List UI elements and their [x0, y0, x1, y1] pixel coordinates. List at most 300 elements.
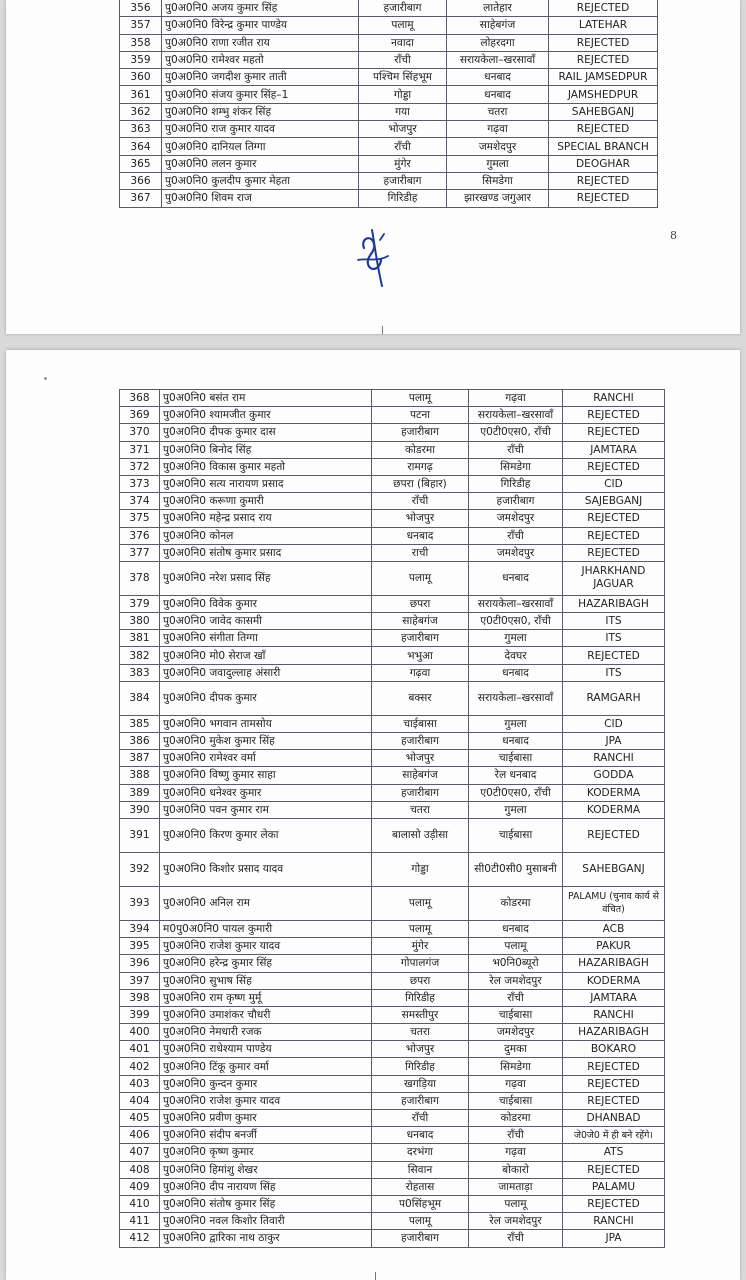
officer-name: पु0अ0नि0 किशोर प्रसाद यादव	[160, 852, 372, 886]
recommended-posting: REJECTED	[563, 1075, 665, 1092]
origin-district: मुंगेर	[372, 938, 469, 955]
current-posting: जामताड़ा	[469, 1178, 563, 1195]
officer-name: पु0अ0नि0 सुभाष सिंह	[160, 972, 372, 989]
table-row	[120, 475, 665, 492]
recommended-posting: LATEHAR	[549, 17, 658, 34]
serial-number: 363	[120, 121, 162, 138]
current-posting: दुमका	[469, 1041, 563, 1058]
recommended-posting: DEOGHAR	[549, 155, 658, 172]
recommended-posting: REJECTED	[563, 1161, 665, 1178]
officer-name: पु0अ0नि0 शिवम राज	[162, 190, 359, 207]
serial-number: 364	[120, 138, 162, 155]
current-posting: सिमडेगा	[447, 172, 549, 189]
transfer-table-page-2	[119, 389, 665, 1248]
recommended-posting: REJECTED	[563, 1195, 665, 1212]
current-posting: चतरा	[447, 103, 549, 120]
officer-name: पु0अ0नि0 संजय कुमार सिंह–1	[162, 86, 359, 103]
origin-district: राँची	[359, 138, 447, 155]
current-posting: गुमला	[469, 801, 563, 818]
recommended-posting: SAHEBGANJ	[549, 103, 658, 120]
officer-name: पु0अ0नि0 महेन्द्र प्रसाद राय	[160, 510, 372, 527]
recommended-posting: REJECTED	[563, 544, 665, 561]
current-posting: चाईबासा	[469, 1006, 563, 1023]
recommended-posting: RANCHI	[563, 1006, 665, 1023]
current-posting: जमशेदपुर	[447, 138, 549, 155]
table-row	[120, 715, 665, 732]
table-row	[120, 647, 665, 664]
origin-district: पलामू	[372, 886, 469, 920]
current-posting: झारखण्ड जगुआर	[447, 190, 549, 207]
recommended-posting: REJECTED	[563, 424, 665, 441]
current-posting: रेल जमशेदपुर	[469, 972, 563, 989]
recommended-posting: CID	[563, 475, 665, 492]
table-row	[120, 561, 665, 595]
table-row	[120, 390, 665, 407]
current-posting: धनबाद	[447, 69, 549, 86]
origin-district: धनबाद	[372, 527, 469, 544]
serial-number: 389	[120, 784, 160, 801]
officer-name: पु0अ0नि0 राजेश कुमार यादव	[160, 938, 372, 955]
current-posting: सरायकेला–खरसावाँ	[469, 595, 563, 612]
origin-district: गिरिडीह	[359, 190, 447, 207]
officer-name: पु0अ0नि0 हरेन्द्र कुमार सिंह	[160, 955, 372, 972]
recommended-posting: ITS	[563, 613, 665, 630]
officer-name: पु0अ0नि0 मुकेश कुमार सिंह	[160, 733, 372, 750]
current-posting: जमशेदपुर	[469, 510, 563, 527]
officer-name: पु0अ0नि0 राधेश्याम पाण्डेय	[160, 1041, 372, 1058]
serial-number: 393	[120, 886, 160, 920]
officer-name: पु0अ0नि0 श्यामजीत कुमार	[160, 407, 372, 424]
recommended-posting: SAHEBGANJ	[563, 852, 665, 886]
recommended-posting: SPECIAL BRANCH	[549, 138, 658, 155]
table-row	[120, 733, 665, 750]
recommended-posting: REJECTED	[549, 34, 658, 51]
officer-name: पु0अ0नि0 जावेद कासमी	[160, 613, 372, 630]
officer-name: म0पु0अ0नि0 पायल कुमारी	[160, 920, 372, 937]
recommended-posting: HAZARIBAGH	[563, 595, 665, 612]
current-posting: सरायकेला–खरसावाँ	[447, 51, 549, 68]
table-row	[120, 750, 665, 767]
officer-name: पु0अ0नि0 अनिल राम	[160, 886, 372, 920]
origin-district: चतरा	[372, 1024, 469, 1041]
officer-name: पु0अ0नि0 संतोष कुमार प्रसाद	[160, 544, 372, 561]
serial-number: 395	[120, 938, 160, 955]
table-row	[120, 1230, 665, 1247]
serial-number: 402	[120, 1058, 160, 1075]
officer-name: पु0अ0नि0 संतोष कुमार सिंह	[160, 1195, 372, 1212]
current-posting: हजारीबाग	[469, 493, 563, 510]
serial-number: 390	[120, 801, 160, 818]
serial-number: 380	[120, 613, 160, 630]
origin-district: हजारीबाग	[372, 733, 469, 750]
document-page-1	[6, 0, 740, 334]
current-posting: जमशेदपुर	[469, 544, 563, 561]
serial-number: 398	[120, 989, 160, 1006]
table-row	[120, 1075, 665, 1092]
officer-name: पु0अ0नि0 प्रवीण कुमार	[160, 1110, 372, 1127]
table-row	[120, 138, 658, 155]
table-row	[120, 493, 665, 510]
origin-district: रामगढ़	[372, 458, 469, 475]
current-posting: भ0नि0ब्यूरो	[469, 955, 563, 972]
serial-number: 381	[120, 630, 160, 647]
serial-number: 375	[120, 510, 160, 527]
serial-number: 357	[120, 17, 162, 34]
origin-district: छपरा	[372, 972, 469, 989]
current-posting: धनबाद	[469, 664, 563, 681]
origin-district: हजारीबाग	[359, 0, 447, 17]
origin-district: पलामू	[372, 561, 469, 595]
serial-number: 376	[120, 527, 160, 544]
current-posting: गढ़वा	[469, 390, 563, 407]
table-row	[120, 801, 665, 818]
transfer-table-page-1	[119, 0, 658, 208]
table-row	[120, 1195, 665, 1212]
current-posting: गढ़वा	[469, 1144, 563, 1161]
origin-district: भभुआ	[372, 647, 469, 664]
recommended-posting: REJECTED	[549, 0, 658, 17]
origin-district: गढ़वा	[372, 664, 469, 681]
officer-name: पु0अ0नि0 दीपक कुमार	[160, 681, 372, 715]
table-row	[120, 886, 665, 920]
current-posting: कोडरमा	[469, 1110, 563, 1127]
current-posting: ए0टी0एस0, राँची	[469, 613, 563, 630]
recommended-posting: REJECTED	[549, 190, 658, 207]
current-posting: सरायकेला–खरसावाँ	[469, 681, 563, 715]
signature-icon	[350, 220, 396, 290]
origin-district: भोजपुर	[359, 121, 447, 138]
origin-district: चतरा	[372, 801, 469, 818]
page-number: 8	[670, 229, 677, 242]
origin-district: हजारीबाग	[372, 1230, 469, 1247]
table-row	[120, 1024, 665, 1041]
officer-name: पु0अ0नि0 विवेक कुमार	[160, 595, 372, 612]
origin-district: पश्चिम सिंहभूम	[359, 69, 447, 86]
officer-name: पु0अ0नि0 कुलदीप कुमार मेहता	[162, 172, 359, 189]
serial-number: 360	[120, 69, 162, 86]
origin-district: हजारीबाग	[372, 630, 469, 647]
serial-number: 386	[120, 733, 160, 750]
current-posting: पलामू	[469, 938, 563, 955]
current-posting: ए0टी0एस0, राँची	[469, 784, 563, 801]
origin-district: राची	[372, 544, 469, 561]
origin-district: हजारीबाग	[372, 1092, 469, 1109]
recommended-posting: REJECTED	[549, 51, 658, 68]
officer-name: पु0अ0नि0 रामेश्वर वर्मा	[160, 750, 372, 767]
recommended-posting: BOKARO	[563, 1041, 665, 1058]
serial-number: 378	[120, 561, 160, 595]
table-row	[120, 1144, 665, 1161]
table-row	[120, 407, 665, 424]
table-row	[120, 34, 658, 51]
current-posting: चाईबासा	[469, 1092, 563, 1109]
current-posting: सी0टी0सी0 मुसाबनी	[469, 852, 563, 886]
origin-district: भोजपुर	[372, 1041, 469, 1058]
recommended-posting: PAKUR	[563, 938, 665, 955]
officer-name: पु0अ0नि0 राम कृष्ण मुर्मू	[160, 989, 372, 1006]
officer-name: पु0अ0नि0 नेमधारी रजक	[160, 1024, 372, 1041]
recommended-posting: JPA	[563, 1230, 665, 1247]
current-posting: सिमडेगा	[469, 458, 563, 475]
current-posting: गुमला	[469, 715, 563, 732]
officer-name: पु0अ0नि0 मो0 सेराज खाँ	[160, 647, 372, 664]
recommended-posting: KODERMA	[563, 801, 665, 818]
origin-district: धनबाद	[372, 1127, 469, 1144]
scan-dot	[44, 377, 47, 380]
officer-name: पु0अ0नि0 शम्भु शंकर सिंह	[162, 103, 359, 120]
officer-name: पु0अ0नि0 किरण कुमार लेका	[160, 818, 372, 852]
officer-name: पु0अ0नि0 जगदीश कुमार ताती	[162, 69, 359, 86]
table-row	[120, 1058, 665, 1075]
current-posting: धनबाद	[469, 920, 563, 937]
serial-number: 403	[120, 1075, 160, 1092]
recommended-posting: PALAMU (चुनाव कार्य से वंचित)	[563, 886, 665, 920]
recommended-posting: JPA	[563, 733, 665, 750]
officer-name: पु0अ0नि0 विकास कुमार महतो	[160, 458, 372, 475]
recommended-posting: GODDA	[563, 767, 665, 784]
recommended-posting: RAMGARH	[563, 681, 665, 715]
current-posting: धनबाद	[447, 86, 549, 103]
officer-name: पु0अ0नि0 जवादुल्लाह अंसारी	[160, 664, 372, 681]
current-posting: जमशेदपुर	[469, 1024, 563, 1041]
serial-number: 397	[120, 972, 160, 989]
current-posting: चाईबासा	[469, 750, 563, 767]
serial-number: 404	[120, 1092, 160, 1109]
officer-name: पु0अ0नि0 बिनोद सिंह	[160, 441, 372, 458]
origin-district: भोजपुर	[372, 750, 469, 767]
serial-number: 366	[120, 172, 162, 189]
current-posting: बोकारो	[469, 1161, 563, 1178]
serial-number: 410	[120, 1195, 160, 1212]
page-fold-mark	[375, 1272, 376, 1280]
origin-district: गोपालगंज	[372, 955, 469, 972]
serial-number: 401	[120, 1041, 160, 1058]
recommended-posting: REJECTED	[563, 818, 665, 852]
current-posting: साहेबगंज	[447, 17, 549, 34]
officer-name: पु0अ0नि0 भगवान तामसोय	[160, 715, 372, 732]
origin-district: साहेबगंज	[372, 767, 469, 784]
table-row	[120, 818, 665, 852]
current-posting: गढ़वा	[469, 1075, 563, 1092]
recommended-posting: REJECTED	[563, 527, 665, 544]
origin-district: पलामू	[372, 920, 469, 937]
origin-district: खगड़िया	[372, 1075, 469, 1092]
document-page-2	[6, 350, 740, 1280]
origin-district: छपरा	[372, 595, 469, 612]
origin-district: रोहतास	[372, 1178, 469, 1195]
serial-number: 392	[120, 852, 160, 886]
officer-name: पु0अ0नि0 बसंत राम	[160, 390, 372, 407]
table-row	[120, 630, 665, 647]
officer-name: पु0अ0नि0 कोनल	[160, 527, 372, 544]
recommended-posting: RANCHI	[563, 390, 665, 407]
officer-name: पु0अ0नि0 दीपक कुमार दास	[160, 424, 372, 441]
recommended-posting: HAZARIBAGH	[563, 955, 665, 972]
serial-number: 374	[120, 493, 160, 510]
table-row	[120, 1213, 665, 1230]
origin-district: गोड्डा	[359, 86, 447, 103]
serial-number: 407	[120, 1144, 160, 1161]
current-posting: कोडरमा	[469, 886, 563, 920]
current-posting: देवघर	[469, 647, 563, 664]
origin-district: पटना	[372, 407, 469, 424]
origin-district: राँची	[359, 51, 447, 68]
recommended-posting: RANCHI	[563, 1213, 665, 1230]
serial-number: 371	[120, 441, 160, 458]
recommended-posting: REJECTED	[563, 458, 665, 475]
serial-number: 388	[120, 767, 160, 784]
officer-name: पु0अ0नि0 कुन्दन कुमार	[160, 1075, 372, 1092]
officer-name: पु0अ0नि0 पवन कुमार राम	[160, 801, 372, 818]
recommended-posting: JAMSHEDPUR	[549, 86, 658, 103]
officer-name: पु0अ0नि0 धनेश्वर कुमार	[160, 784, 372, 801]
origin-district: गिरिडीह	[372, 989, 469, 1006]
table-row	[120, 103, 658, 120]
table-row	[120, 784, 665, 801]
origin-district: बक्सर	[372, 681, 469, 715]
origin-district: प0सिंहभूम	[372, 1195, 469, 1212]
table-row	[120, 938, 665, 955]
table-row	[120, 1127, 665, 1144]
page-fold-mark	[382, 326, 383, 334]
serial-number: 365	[120, 155, 162, 172]
serial-number: 405	[120, 1110, 160, 1127]
serial-number: 379	[120, 595, 160, 612]
serial-number: 359	[120, 51, 162, 68]
origin-district: चाईबासा	[372, 715, 469, 732]
table-row	[120, 972, 665, 989]
recommended-posting: REJECTED	[563, 647, 665, 664]
origin-district: मुंगेर	[359, 155, 447, 172]
serial-number: 368	[120, 390, 160, 407]
table-row	[120, 544, 665, 561]
current-posting: सिमडेगा	[469, 1058, 563, 1075]
current-posting: राँची	[469, 441, 563, 458]
recommended-posting: PALAMU	[563, 1178, 665, 1195]
table-row	[120, 767, 665, 784]
serial-number: 396	[120, 955, 160, 972]
table-row	[120, 1161, 665, 1178]
recommended-posting: REJECTED	[563, 510, 665, 527]
serial-number: 385	[120, 715, 160, 732]
recommended-posting: REJECTED	[563, 1092, 665, 1109]
officer-name: पु0अ0नि0 राज कुमार यादव	[162, 121, 359, 138]
current-posting: गिरिडीह	[469, 475, 563, 492]
recommended-posting: KODERMA	[563, 784, 665, 801]
officer-name: पु0अ0नि0 सत्य नारायण प्रसाद	[160, 475, 372, 492]
serial-number: 411	[120, 1213, 160, 1230]
serial-number: 383	[120, 664, 160, 681]
table-row	[120, 955, 665, 972]
serial-number: 391	[120, 818, 160, 852]
current-posting: चाईबासा	[469, 818, 563, 852]
origin-district: दरभंगा	[372, 1144, 469, 1161]
table-row	[120, 121, 658, 138]
officer-name: पु0अ0नि0 राजेश कुमार यादव	[160, 1092, 372, 1109]
serial-number: 399	[120, 1006, 160, 1023]
officer-name: पु0अ0नि0 दीप नारायण सिंह	[160, 1178, 372, 1195]
serial-number: 400	[120, 1024, 160, 1041]
officer-name: पु0अ0नि0 दानियल तिग्गा	[162, 138, 359, 155]
origin-district: राँची	[372, 1110, 469, 1127]
serial-number: 372	[120, 458, 160, 475]
origin-district: गोड्डा	[372, 852, 469, 886]
table-row	[120, 613, 665, 630]
origin-district: पलामू	[372, 1213, 469, 1230]
current-posting: गढ़वा	[447, 121, 549, 138]
recommended-posting: JAMTARA	[563, 441, 665, 458]
current-posting: राँची	[469, 989, 563, 1006]
officer-name: पु0अ0नि0 रामेश्वर महतो	[162, 51, 359, 68]
officer-name: पु0अ0नि0 विष्णु कुमार साहा	[160, 767, 372, 784]
origin-district: पलामू	[359, 17, 447, 34]
origin-district: हजारीबाग	[372, 784, 469, 801]
recommended-posting: KODERMA	[563, 972, 665, 989]
serial-number: 387	[120, 750, 160, 767]
table-row	[120, 51, 658, 68]
origin-district: साहेबगंज	[372, 613, 469, 630]
table-row	[120, 190, 658, 207]
current-posting: राँची	[469, 1230, 563, 1247]
officer-name: पु0अ0नि0 संगीता तिग्गा	[160, 630, 372, 647]
current-posting: धनबाद	[469, 733, 563, 750]
table-row	[120, 1178, 665, 1195]
officer-name: पु0अ0नि0 राणा रजीत राय	[162, 34, 359, 51]
table-row	[120, 172, 658, 189]
table-row	[120, 441, 665, 458]
table-row	[120, 664, 665, 681]
table-row	[120, 424, 665, 441]
recommended-posting: CID	[563, 715, 665, 732]
officer-name: पु0अ0नि0 नवल किशोर तिवारी	[160, 1213, 372, 1230]
table-row	[120, 1092, 665, 1109]
origin-district: कोडरमा	[372, 441, 469, 458]
current-posting: रेल धनबाद	[469, 767, 563, 784]
serial-number: 356	[120, 0, 162, 17]
recommended-posting: HAZARIBAGH	[563, 1024, 665, 1041]
current-posting: राँची	[469, 527, 563, 544]
origin-district: छपरा (बिहार)	[372, 475, 469, 492]
table-row	[120, 595, 665, 612]
current-posting: रेल जमशेदपुर	[469, 1213, 563, 1230]
table-row	[120, 1041, 665, 1058]
serial-number: 358	[120, 34, 162, 51]
serial-number: 369	[120, 407, 160, 424]
current-posting: लोहरदगा	[447, 34, 549, 51]
serial-number: 382	[120, 647, 160, 664]
officer-name: पु0अ0नि0 अजय कुमार सिंह	[162, 0, 359, 17]
recommended-posting: REJECTED	[549, 121, 658, 138]
serial-number: 408	[120, 1161, 160, 1178]
serial-number: 384	[120, 681, 160, 715]
origin-district: सिवान	[372, 1161, 469, 1178]
serial-number: 377	[120, 544, 160, 561]
current-posting: ए0टी0एस0, राँची	[469, 424, 563, 441]
recommended-posting: REJECTED	[549, 172, 658, 189]
serial-number: 367	[120, 190, 162, 207]
origin-district: पलामू	[372, 390, 469, 407]
serial-number: 394	[120, 920, 160, 937]
officer-name: पु0अ0नि0 द्वारिका नाथ ठाकुर	[160, 1230, 372, 1247]
recommended-posting: जे0जे0 में ही बने रहेंगे।	[563, 1127, 665, 1144]
table-row	[120, 155, 658, 172]
origin-district: समस्तीपुर	[372, 1006, 469, 1023]
current-posting: राँची	[469, 1127, 563, 1144]
recommended-posting: RAIL JAMSEDPUR	[549, 69, 658, 86]
recommended-posting: JHARKHAND JAGUAR	[563, 561, 665, 595]
serial-number: 362	[120, 103, 162, 120]
origin-district: नवादा	[359, 34, 447, 51]
